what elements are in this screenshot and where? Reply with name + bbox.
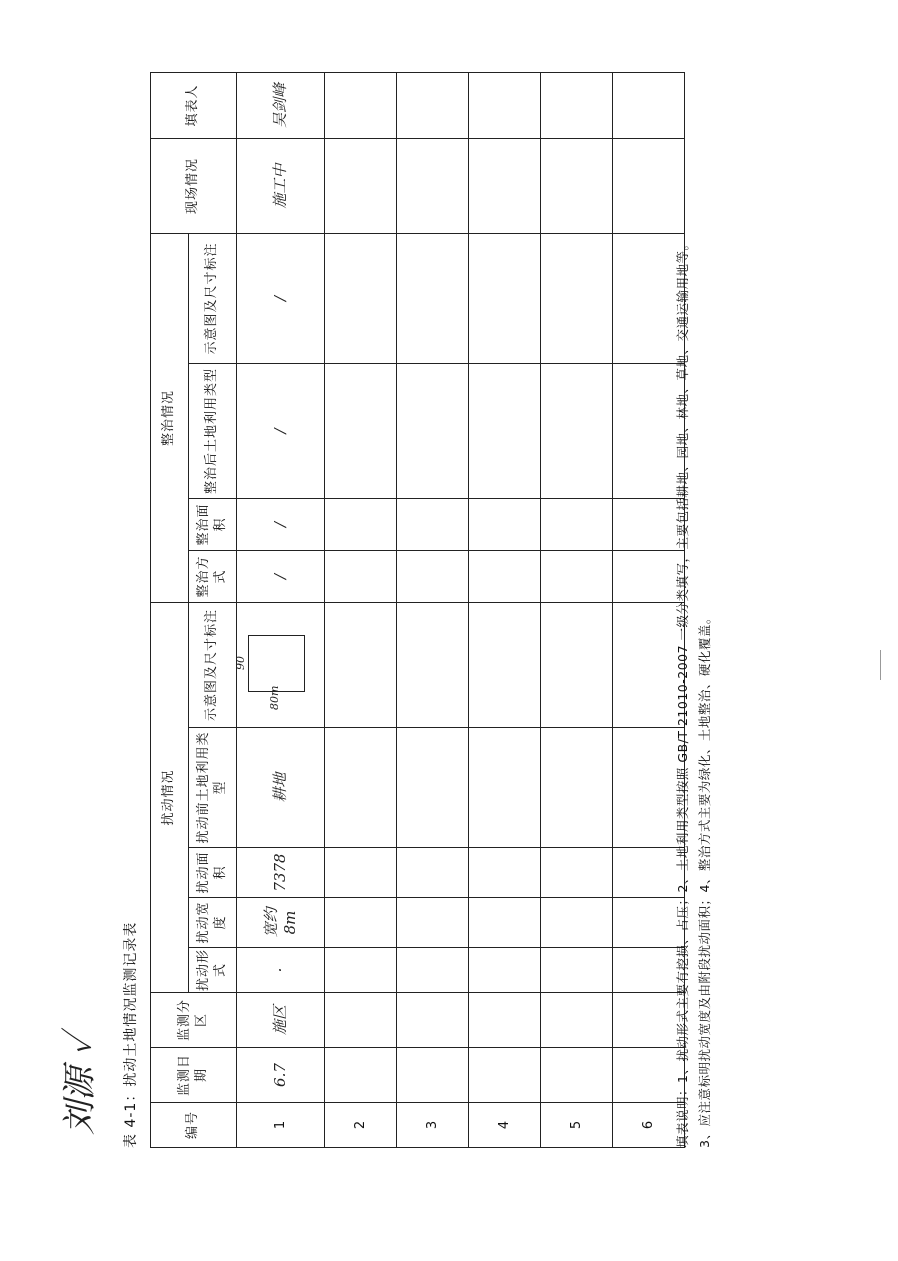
header-restore-group: 整治情况	[151, 233, 189, 602]
header-post-landuse: 整治后土地利用类型	[189, 363, 237, 498]
table-row	[237, 72, 325, 1147]
table-row	[541, 72, 613, 1147]
fill-instructions	[672, 73, 716, 1148]
cell-zone: 施区	[237, 993, 325, 1048]
header-restore-area: 整治面积	[189, 498, 237, 550]
cell-restore-area: /	[237, 498, 325, 550]
header-no: 编号	[151, 1103, 237, 1148]
header-disturb-area: 扰动面积	[189, 848, 237, 898]
cell-date: 6.7	[237, 1048, 325, 1103]
cell-no: 2	[325, 1103, 397, 1148]
table-row	[325, 72, 397, 1147]
rotated-form	[123, 73, 750, 1148]
cell-restore-method: /	[237, 550, 325, 602]
handwritten-signature: 刘源 ✓	[59, 1034, 100, 1135]
cell-no: 4	[469, 1103, 541, 1148]
sketch-rectangle	[248, 635, 305, 692]
header-pre-landuse: 扰动前土地利用类型	[189, 728, 237, 848]
cell-site: 施工中	[237, 138, 325, 233]
table-caption: 表 4-1：扰动土地情况监测记录表	[123, 921, 139, 1148]
header-disturb-width: 扰动宽度	[189, 898, 237, 948]
cell-no: 3	[397, 1103, 469, 1148]
header-zone: 监测分区	[151, 993, 237, 1048]
table-row	[397, 72, 469, 1147]
cell-form: ·	[237, 948, 325, 993]
cell-no: 6	[613, 1103, 685, 1148]
cell-recorder: 吴剑峰	[237, 72, 325, 138]
cell-no: 1	[237, 1103, 325, 1148]
cell-no: 5	[541, 1103, 613, 1148]
cell-area: 7378	[237, 848, 325, 898]
scan-mark	[880, 650, 881, 680]
cell-width: 宽约8m	[237, 898, 325, 948]
site-sketch	[234, 620, 318, 710]
cell-post-sketch: /	[237, 233, 325, 363]
cell-pre-sketch	[234, 602, 325, 727]
header-recorder: 填表人	[151, 72, 237, 138]
header-disturb-group: 扰动情况	[151, 602, 189, 992]
sketch-dimension-top: 90	[234, 655, 247, 670]
header-site: 现场情况	[151, 138, 237, 233]
footnote-line-1: 填表说明：1、扰动形式主要有挖损、占压；2、土地利用类型按照 GB/T 21010-2007 一级分类填写，主要包括耕地、园地、林地、草地、交通运输用地等。	[675, 237, 690, 1148]
cell-pre-landuse: 耕地	[237, 728, 325, 848]
header-pre-sketch: 示意图及尺寸标注	[189, 602, 237, 727]
table-row	[469, 72, 541, 1147]
disturbance-record-table	[150, 72, 685, 1148]
sketch-dimension-left: 80m	[268, 685, 281, 710]
header-date: 监测日期	[151, 1048, 237, 1103]
header-post-sketch: 示意图及尺寸标注	[189, 233, 237, 363]
footnote-line-2: 3、应注意标明扰动宽度及由附段扰动面积；4、整治方式主要为绿化、土地整治、硬化覆盖。	[697, 611, 712, 1148]
header-restore-method: 整治方式	[189, 550, 237, 602]
header-disturb-form: 扰动形式	[189, 948, 237, 993]
cell-post-landuse: /	[237, 363, 325, 498]
